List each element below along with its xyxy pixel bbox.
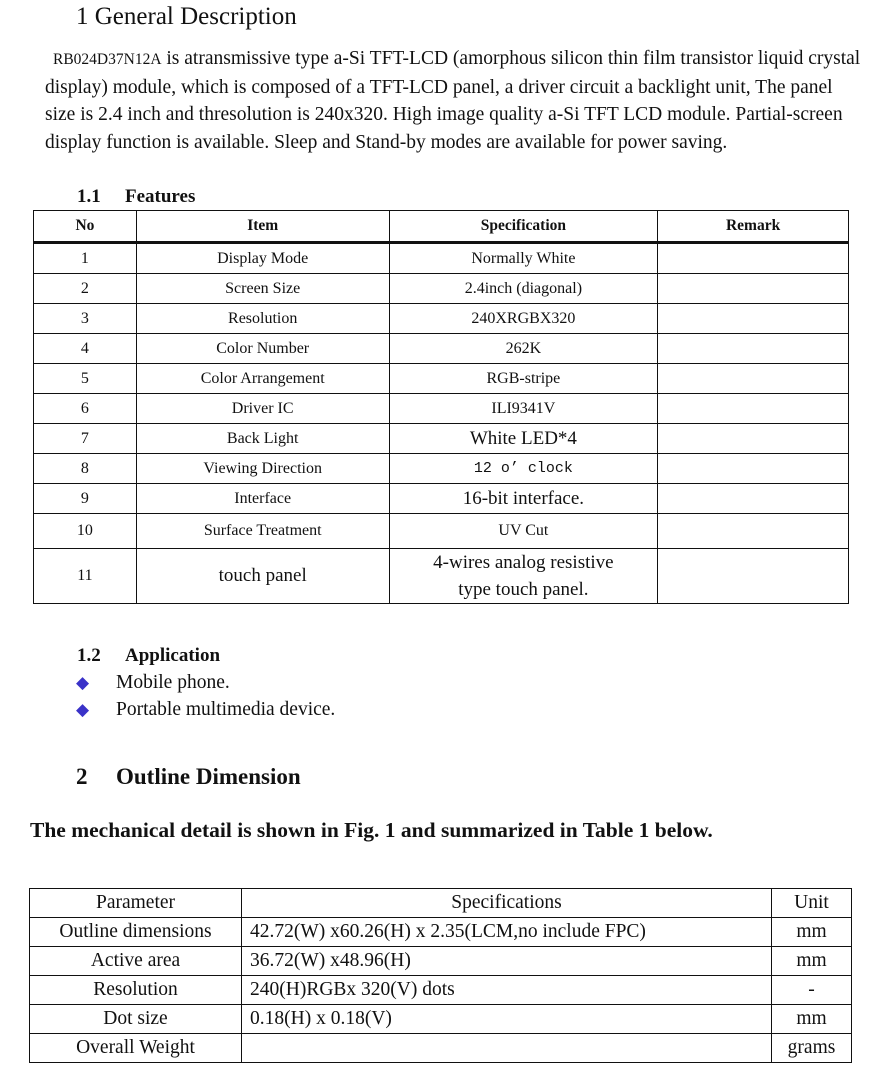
table-row	[30, 1005, 852, 1034]
cell-unit: mm	[772, 947, 852, 976]
cell-no: 9	[34, 484, 137, 514]
cell-specification: 36.72(W) x48.96(H)	[242, 947, 772, 976]
table-row	[34, 243, 849, 274]
header-no: No	[34, 211, 137, 243]
cell-parameter: Dot size	[30, 1005, 242, 1034]
cell-spec-line-1: 4-wires analog resistive	[433, 552, 614, 573]
cell-remark	[658, 454, 849, 484]
list-item-text: Mobile phone.	[116, 672, 230, 693]
table-row	[34, 424, 849, 454]
header-spec: Specification	[389, 211, 658, 243]
cell-specification: 42.72(W) x60.26(H) x 2.35(LCM,no include FPC)	[242, 918, 772, 947]
cell-parameter: Resolution	[30, 976, 242, 1005]
table-row	[34, 394, 849, 424]
section-2-number: 2	[76, 764, 88, 789]
table-row	[34, 304, 849, 334]
table-row	[30, 947, 852, 976]
cell-unit: mm	[772, 918, 852, 947]
section-2-title-text: Outline Dimension	[116, 764, 301, 789]
cell-unit: grams	[772, 1034, 852, 1063]
table-row	[30, 976, 852, 1005]
list-item-text: Portable multimedia device.	[116, 699, 336, 720]
cell-item: Interface	[136, 484, 389, 514]
cell-item: Surface Treatment	[136, 514, 389, 549]
intro-paragraph	[45, 45, 863, 156]
table-row	[34, 484, 849, 514]
table-header-row	[34, 211, 849, 243]
cell-remark	[658, 424, 849, 454]
cell-parameter: Overall Weight	[30, 1034, 242, 1063]
section-1-title: 1 General Description	[76, 3, 297, 30]
cell-spec: UV Cut	[389, 514, 658, 549]
intro-text: is atransmissive type a-Si TFT-LCD (amorphous silicon thin film transistor liquid crystal display) module, which is composed of a TFT-LCD panel, a driver circuit a backlight unit, The panel size is 2.4 inch and thresolution is 240x320. High image quality a-Si TFT LCD module. Partial-screen display function is available. Sleep and Stand-by modes are available for power saving.	[45, 48, 861, 153]
table-row	[30, 1034, 852, 1063]
cell-remark	[658, 394, 849, 424]
table-row	[34, 549, 849, 604]
cell-spec: White LED*4	[389, 424, 658, 454]
application-number: 1.2	[77, 645, 101, 666]
cell-no: 8	[34, 454, 137, 484]
cell-specification: 0.18(H) x 0.18(V)	[242, 1005, 772, 1034]
cell-no: 10	[34, 514, 137, 549]
table-header-row	[30, 889, 852, 918]
table-row	[34, 274, 849, 304]
cell-spec: 262K	[389, 334, 658, 364]
list-item	[76, 669, 335, 696]
features-table	[33, 210, 849, 604]
application-heading	[77, 645, 220, 667]
cell-no: 4	[34, 334, 137, 364]
cell-spec: 12 o’ clock	[389, 454, 658, 484]
cell-item: Viewing Direction	[136, 454, 389, 484]
diamond-bullet-icon: ◆	[76, 700, 90, 719]
cell-spec: 16-bit interface.	[389, 484, 658, 514]
cell-remark	[658, 334, 849, 364]
cell-spec	[389, 549, 658, 604]
dimensions-table	[29, 888, 852, 1063]
cell-spec: 240XRGBX320	[389, 304, 658, 334]
features-heading	[77, 186, 195, 208]
cell-no: 1	[34, 243, 137, 274]
cell-no: 11	[34, 549, 137, 604]
cell-parameter: Outline dimensions	[30, 918, 242, 947]
model-number: RB024D37N12A	[53, 51, 162, 68]
features-number: 1.1	[77, 186, 101, 207]
cell-unit: mm	[772, 1005, 852, 1034]
header-parameter: Parameter	[30, 889, 242, 918]
table-row	[30, 918, 852, 947]
header-specifications: Specifications	[242, 889, 772, 918]
features-title: Features	[125, 186, 196, 207]
cell-parameter: Active area	[30, 947, 242, 976]
cell-spec: Normally White	[389, 243, 658, 274]
mechanical-note: The mechanical detail is shown in Fig. 1 and summarized in Table 1 below.	[30, 818, 713, 842]
cell-remark	[658, 243, 849, 274]
cell-item: Driver IC	[136, 394, 389, 424]
cell-remark	[658, 514, 849, 549]
cell-item: Display Mode	[136, 243, 389, 274]
cell-spec: RGB-stripe	[389, 364, 658, 394]
cell-item: Back Light	[136, 424, 389, 454]
header-unit: Unit	[772, 889, 852, 918]
cell-unit: -	[772, 976, 852, 1005]
cell-no: 3	[34, 304, 137, 334]
cell-item: touch panel	[136, 549, 389, 604]
cell-item: Color Number	[136, 334, 389, 364]
cell-no: 2	[34, 274, 137, 304]
application-title: Application	[125, 645, 221, 666]
cell-no: 6	[34, 394, 137, 424]
cell-spec: 2.4inch (diagonal)	[389, 274, 658, 304]
header-remark: Remark	[658, 211, 849, 243]
cell-no: 7	[34, 424, 137, 454]
cell-spec-line-2: type touch panel.	[458, 579, 589, 600]
cell-remark	[658, 364, 849, 394]
table-row	[34, 364, 849, 394]
cell-remark	[658, 484, 849, 514]
section-2-title	[76, 764, 301, 790]
list-item	[76, 696, 335, 723]
cell-spec: ILI9341V	[389, 394, 658, 424]
cell-remark	[658, 304, 849, 334]
diamond-bullet-icon: ◆	[76, 673, 90, 692]
cell-item: Resolution	[136, 304, 389, 334]
application-list	[76, 669, 335, 723]
table-row	[34, 514, 849, 549]
cell-item: Screen Size	[136, 274, 389, 304]
table-row	[34, 334, 849, 364]
cell-remark	[658, 549, 849, 604]
cell-specification	[242, 1034, 772, 1063]
cell-item: Color Arrangement	[136, 364, 389, 394]
cell-specification: 240(H)RGBx 320(V) dots	[242, 976, 772, 1005]
header-item: Item	[136, 211, 389, 243]
cell-remark	[658, 274, 849, 304]
table-row	[34, 454, 849, 484]
cell-no: 5	[34, 364, 137, 394]
